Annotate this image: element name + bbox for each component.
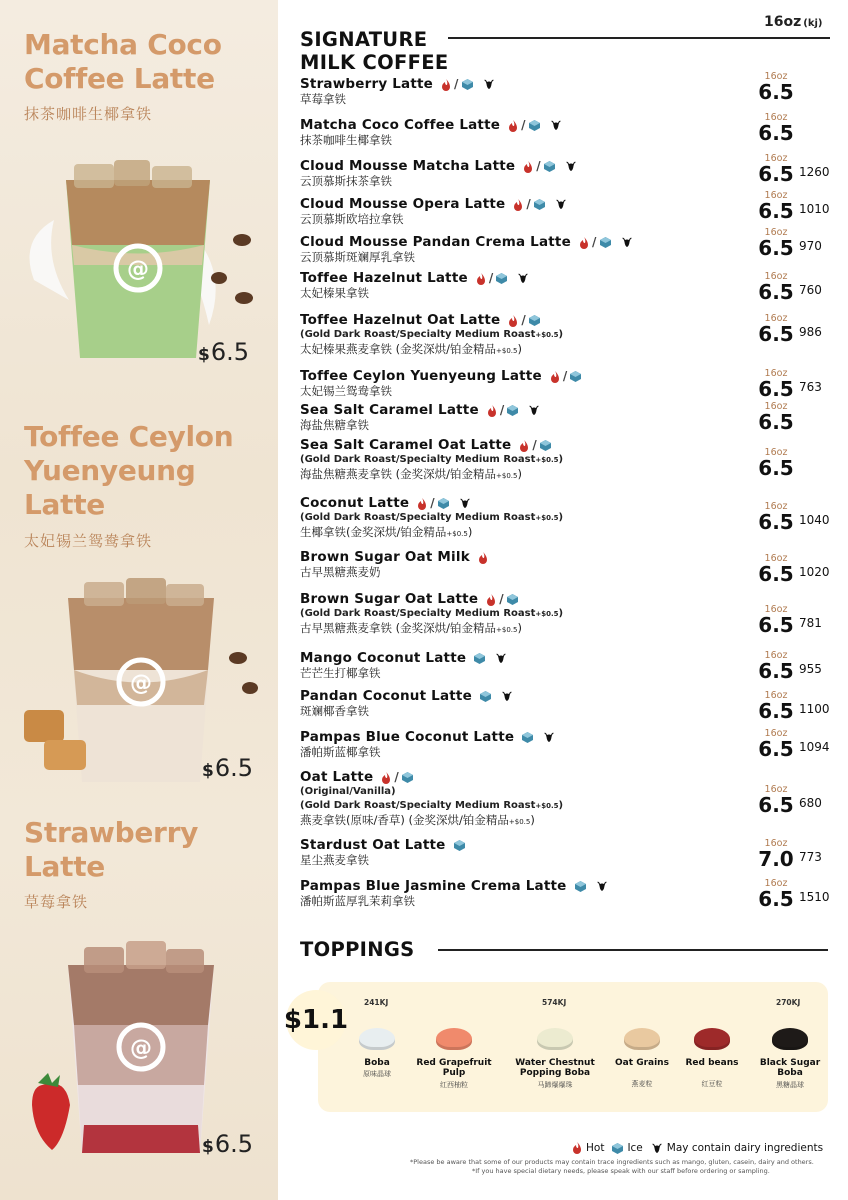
item-name: Mango Coconut Latte (300, 650, 600, 666)
ice-icon (462, 77, 473, 91)
item-name: Toffee Hazelnut Latte / (300, 270, 600, 286)
item-price: 6.5 (758, 377, 794, 401)
toppings-box (318, 982, 828, 1112)
menu-item (300, 688, 600, 719)
menu-item (300, 769, 600, 830)
item-chinese: 古早黑糖燕麦奶 (300, 565, 381, 579)
item-chinese: 云顶慕斯抹茶拿铁 (300, 174, 392, 188)
hot-icon (417, 496, 427, 510)
topping-image (436, 1028, 472, 1050)
item-chinese: 抹茶咖啡生椰拿铁 (300, 133, 392, 147)
item-size: 16oz (764, 368, 788, 379)
svg-text:@: @ (130, 671, 152, 696)
item-icons (474, 651, 507, 665)
item-chinese: 草莓拿铁 (300, 92, 346, 106)
item-chinese: 太妃锡兰鸳鸯拿铁 (300, 384, 392, 398)
item-kj: 773 (799, 850, 822, 864)
item-icons: / (508, 118, 562, 132)
menu-item (300, 437, 600, 484)
item-size: 16oz (764, 153, 788, 164)
item-name: Brown Sugar Oat Milk (300, 549, 600, 565)
hot-icon (441, 77, 451, 91)
item-size: 16oz (764, 838, 788, 849)
item-chinese: 古早黑糖燕麦拿铁 (金奖深烘/铂金精品+$0.5) (300, 621, 522, 635)
item-name: Brown Sugar Oat Latte / (300, 591, 600, 607)
item-kj: 1510 (799, 890, 830, 904)
ice-icon (507, 403, 518, 417)
menu-item (300, 270, 600, 301)
item-price: 6.5 (758, 699, 794, 723)
item-icons (454, 838, 465, 852)
topping-image (694, 1028, 730, 1050)
hot-icon (478, 550, 488, 564)
item-name: Pandan Coconut Latte (300, 688, 600, 704)
item-kj: 1010 (799, 202, 830, 216)
item-kj: 1100 (799, 702, 830, 716)
hot-icon (550, 369, 560, 383)
hot-icon (523, 159, 533, 173)
ice-icon (544, 159, 555, 173)
icon-legend (572, 1142, 823, 1154)
ice-icon (438, 496, 449, 510)
item-icons: / (523, 159, 577, 173)
menu-item (300, 650, 600, 681)
feature-chinese: 抹茶咖啡生椰拿铁 (24, 105, 153, 123)
item-price: 6.5 (758, 737, 794, 761)
topping-kj: 574KJ (542, 998, 567, 1007)
feature-title: Strawberry Latte (24, 816, 199, 883)
item-kj: 760 (799, 283, 822, 297)
item-kj: 970 (799, 239, 822, 253)
item-price: 6.5 (758, 659, 794, 683)
menu-item (300, 312, 600, 359)
item-icons: / (579, 235, 633, 249)
hot-icon (519, 438, 529, 452)
topping-chinese: 红豆粒 (701, 1080, 723, 1088)
item-name: Cloud Mousse Opera Latte / (300, 196, 600, 212)
item-chinese: 云顶慕斯斑斓厚乳拿铁 (300, 250, 415, 264)
dairy-icon (459, 496, 471, 510)
topping-name: Oat Grains (615, 1058, 669, 1068)
dairy-icon (543, 730, 555, 744)
item-icons: / (381, 770, 413, 784)
feature-chinese: 太妃锡兰鸳鸯拿铁 (24, 532, 153, 550)
ice-icon (522, 730, 533, 744)
item-icons (575, 879, 608, 893)
svg-text:@: @ (130, 1036, 152, 1061)
item-name: Sea Salt Caramel Latte / (300, 402, 600, 418)
legend-ice-label: Ice (627, 1142, 643, 1154)
item-name: Cloud Mousse Matcha Latte / (300, 158, 600, 174)
item-roast-option: (Gold Dark Roast/Specialty Medium Roast+$0.5) (300, 454, 564, 465)
item-size: 16oz (764, 501, 788, 512)
item-kj: 763 (799, 380, 822, 394)
item-price: 6.5 (758, 162, 794, 186)
item-chinese: 生椰拿铁(金奖深烘/铂金精品+$0.5) (300, 525, 473, 539)
topping-chinese: 红西柚粒 (440, 1081, 468, 1089)
svg-text:@: @ (127, 257, 149, 282)
hot-icon (513, 197, 523, 211)
menu-item (300, 549, 600, 580)
item-roast-option: (Gold Dark Roast/Specialty Medium Roast+$0.5) (300, 608, 564, 619)
item-name: Toffee Hazelnut Oat Latte / (300, 312, 600, 328)
hot-icon (486, 592, 496, 606)
item-roast-option: (Gold Dark Roast/Specialty Medium Roast+$0.5) (300, 800, 564, 811)
menu-item (300, 234, 600, 265)
item-price: 6.5 (758, 80, 794, 104)
item-name: Pampas Blue Jasmine Crema Latte (300, 878, 600, 894)
item-price: 6.5 (758, 510, 794, 534)
legend-hot-label: Hot (586, 1142, 605, 1154)
menu-item (300, 196, 600, 227)
item-kj: 955 (799, 662, 822, 676)
ice-icon (575, 879, 586, 893)
item-size: 16oz (764, 447, 788, 458)
dairy-icon (501, 689, 513, 703)
toppings-rule (438, 949, 828, 951)
item-price: 6.5 (758, 456, 794, 480)
item-price: 6.5 (758, 322, 794, 346)
item-icons: / (508, 313, 540, 327)
hot-icon (381, 770, 391, 784)
item-icons (480, 689, 513, 703)
item-price: 6.5 (758, 199, 794, 223)
topping-image (537, 1028, 573, 1050)
feature-price: $6.5 (198, 338, 250, 366)
item-icons (478, 550, 488, 564)
item-icons: / (441, 77, 495, 91)
item-kj: 680 (799, 796, 822, 810)
menu-item (300, 76, 600, 107)
item-size: 16oz (764, 271, 788, 282)
dairy-icon (621, 235, 633, 249)
feature-chinese: 草莓拿铁 (24, 893, 89, 911)
topping-image (772, 1028, 808, 1050)
item-kj: 1020 (799, 565, 830, 579)
item-price: 6.5 (758, 121, 794, 145)
item-size: 16oz (764, 313, 788, 324)
item-name: Pampas Blue Coconut Latte (300, 729, 600, 745)
ice-icon (540, 438, 551, 452)
menu-item (300, 591, 600, 638)
legend-dairy-label: May contain dairy ingredients (666, 1142, 824, 1154)
feature-title: Matcha Coco Coffee Latte (24, 28, 222, 95)
ice-icon (480, 689, 491, 703)
item-name: Toffee Ceylon Yuenyeung Latte / (300, 368, 600, 384)
menu-item (300, 402, 600, 433)
item-price: 6.5 (758, 410, 794, 434)
ice-icon (612, 1142, 623, 1154)
feature-price: $6.5 (202, 1130, 254, 1158)
item-name: Strawberry Latte / (300, 76, 600, 92)
item-chinese: 海盐焦糖拿铁 (300, 418, 369, 432)
item-price: 6.5 (758, 613, 794, 637)
item-chinese: 芒芒生打椰拿铁 (300, 666, 381, 680)
topping-kj: 270KJ (776, 998, 801, 1007)
item-kj: 1094 (799, 740, 830, 754)
hot-icon (487, 403, 497, 417)
item-icons: / (476, 271, 530, 285)
item-icons: / (519, 438, 551, 452)
item-chinese: 云顶慕斯欧培拉拿铁 (300, 212, 404, 226)
item-icons (522, 730, 555, 744)
toppings-title: TOPPINGS (300, 938, 415, 961)
item-icons: / (417, 496, 471, 510)
item-name: Coconut Latte / (300, 495, 600, 511)
item-size: 16oz (764, 650, 788, 661)
dairy-icon (651, 1142, 663, 1154)
topping-image (624, 1028, 660, 1050)
ice-icon (529, 118, 540, 132)
item-price: 6.5 (758, 793, 794, 817)
ice-icon (600, 235, 611, 249)
hot-icon (572, 1142, 582, 1154)
item-price: 6.5 (758, 562, 794, 586)
item-icons: / (513, 197, 567, 211)
item-chinese: 燕麦拿铁(原味/香草) (金奖深烘/铂金精品+$0.5) (300, 813, 535, 827)
item-name: Matcha Coco Coffee Latte / (300, 117, 600, 133)
item-price: 6.5 (758, 236, 794, 260)
ice-icon (496, 271, 507, 285)
ice-icon (507, 592, 518, 606)
item-price: 7.0 (758, 847, 794, 871)
matcha-cup-image (14, 150, 264, 370)
item-kj: 1260 (799, 165, 830, 179)
item-size: 16oz (764, 784, 788, 795)
dairy-icon (528, 403, 540, 417)
item-chinese: 太妃榛果燕麦拿铁 (金奖深烘/铂金精品+$0.5) (300, 342, 522, 356)
menu-item (300, 729, 600, 760)
item-kj: 781 (799, 616, 822, 630)
topping-name: Boba (364, 1058, 390, 1068)
item-chinese: 斑斓椰香拿铁 (300, 704, 369, 718)
menu-item (300, 158, 600, 189)
item-chinese: 潘帕斯蓝椰拿铁 (300, 745, 381, 759)
dietary-note: *If you have special dietary needs, please speak with our staff before ordering or sampling. (472, 1167, 770, 1175)
dairy-icon (517, 271, 529, 285)
item-option: (Original/Vanilla) (300, 786, 396, 797)
item-chinese: 潘帕斯蓝厚乳茉莉拿铁 (300, 894, 415, 908)
item-name: Sea Salt Caramel Oat Latte / (300, 437, 600, 453)
topping-chinese: 黑糖晶球 (776, 1081, 804, 1089)
item-name: Oat Latte / (300, 769, 600, 785)
item-size: 16oz (764, 690, 788, 701)
topping-name: Black Sugar Boba (759, 1058, 821, 1078)
menu-item (300, 495, 600, 542)
dairy-icon (550, 118, 562, 132)
item-size: 16oz (764, 227, 788, 238)
item-size: 16oz (764, 878, 788, 889)
hot-icon (579, 235, 589, 249)
item-chinese: 星尘燕麦拿铁 (300, 853, 369, 867)
ice-icon (529, 313, 540, 327)
allergen-note: *Please be aware that some of our products may contain trace ingredients such as mango, gluten, casein, dairy and others. (410, 1158, 814, 1166)
dairy-icon (495, 651, 507, 665)
item-size: 16oz (764, 112, 788, 123)
topping-name: Red beans (685, 1058, 739, 1068)
topping-chinese: 原味晶球 (363, 1070, 391, 1078)
dairy-icon (483, 77, 495, 91)
item-kj: 986 (799, 325, 822, 339)
item-size: 16oz (764, 728, 788, 739)
item-size: 16oz (764, 553, 788, 564)
section-title: SIGNATURE MILK COFFEE (300, 28, 449, 74)
dairy-icon (596, 879, 608, 893)
item-chinese: 海盐焦糖燕麦拿铁 (金奖深烘/铂金精品+$0.5) (300, 467, 522, 481)
item-name: Stardust Oat Latte (300, 837, 600, 853)
item-roast-option: (Gold Dark Roast/Specialty Medium Roast+$0.5) (300, 512, 564, 523)
item-icons: / (550, 369, 582, 383)
ice-icon (454, 838, 465, 852)
item-icons: / (486, 592, 518, 606)
ice-icon (534, 197, 545, 211)
feature-title: Toffee Ceylon Yuenyeung Latte (24, 420, 234, 521)
item-price: 6.5 (758, 887, 794, 911)
ice-icon (474, 651, 485, 665)
menu-item (300, 368, 600, 399)
menu-item (300, 117, 600, 148)
item-size: 16oz (764, 401, 788, 412)
menu-list-panel (278, 0, 848, 1200)
hot-icon (476, 271, 486, 285)
ice-icon (570, 369, 581, 383)
item-size: 16oz (764, 71, 788, 82)
item-chinese: 太妃榛果拿铁 (300, 286, 369, 300)
item-icons: / (487, 403, 541, 417)
item-size: 16oz (764, 604, 788, 615)
item-kj: 1040 (799, 513, 830, 527)
dairy-icon (565, 159, 577, 173)
header-rule (448, 37, 830, 39)
topping-name: Red Grapefruit Pulp (416, 1058, 492, 1078)
hot-icon (508, 313, 518, 327)
feature-panel (0, 0, 278, 1200)
menu-item (300, 837, 600, 868)
ice-icon (402, 770, 413, 784)
size-header: 16oz (kj) (764, 14, 823, 30)
strawberry-cup-image (14, 935, 264, 1160)
topping-chinese: 燕麦粒 (631, 1080, 653, 1088)
item-price: 6.5 (758, 280, 794, 304)
feature-price: $6.5 (202, 754, 254, 782)
topping-kj: 241KJ (364, 998, 389, 1007)
item-size: 16oz (764, 190, 788, 201)
topping-image (359, 1028, 395, 1050)
topping-name: Water Chestnut Popping Boba (515, 1058, 595, 1078)
item-name: Cloud Mousse Pandan Crema Latte / (300, 234, 600, 250)
hot-icon (508, 118, 518, 132)
topping-chinese: 马蹄爆爆珠 (537, 1081, 573, 1089)
dairy-icon (555, 197, 567, 211)
item-roast-option: (Gold Dark Roast/Specialty Medium Roast+$0.5) (300, 329, 564, 340)
menu-item (300, 878, 600, 909)
toppings-price: $1.1 (286, 990, 346, 1050)
